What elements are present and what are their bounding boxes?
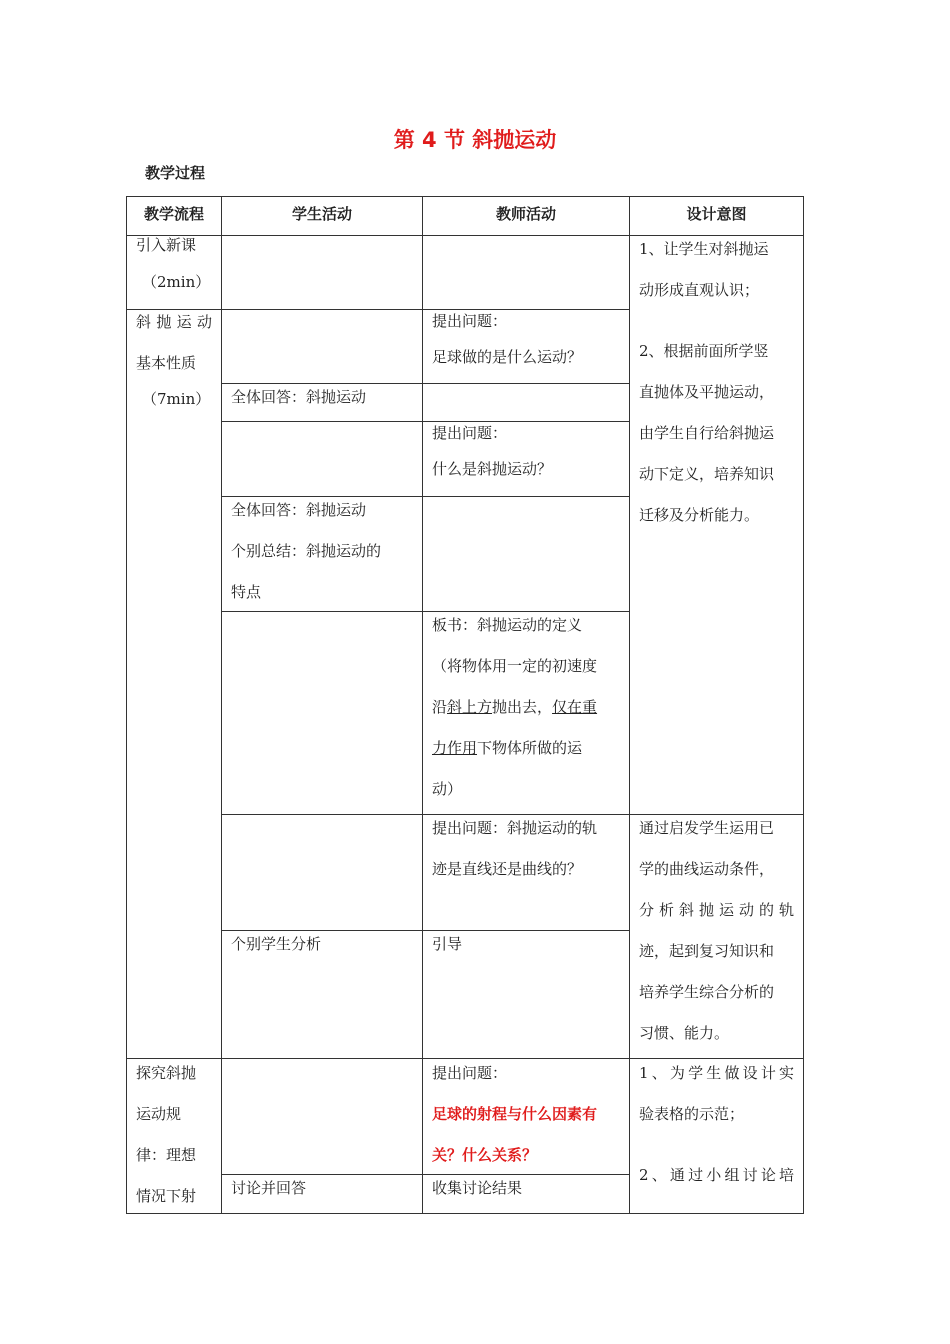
student-analysis: 个别学生分析 — [231, 935, 322, 953]
section-heading: 教学过程 — [145, 164, 206, 182]
col-divider — [221, 197, 222, 1213]
underlined-term: 仅在重 — [552, 698, 598, 716]
design-intent-1: 1、让学生对斜抛运 动形成直观认识； 2、根据前面所学竖 直抛体及平抛运动， 由学生自行给斜抛运 动下定义，培养知识 迁移及分析能力。 — [639, 240, 775, 524]
teacher-blackboard-definition: 板书：斜抛运动的定义 （将物体用一定的初速度 沿斜上方抛出去，仅在重 力作用下物体所做的运 动） — [432, 616, 598, 798]
teacher-question-1: 提出问题： 足球做的是什么运动？ — [432, 312, 583, 366]
teacher-collect: 收集讨论结果 — [432, 1179, 523, 1197]
teacher-guide: 引导 — [432, 935, 463, 953]
teacher-question-2: 提出问题： 什么是斜抛运动？ — [432, 424, 553, 478]
flow-intro: 引入新课 （2min） — [136, 236, 211, 291]
teacher-question-3: 提出问题：斜抛运动的轨 迹是直线还是曲线的？ — [432, 819, 598, 878]
student-answer-1: 全体回答：斜抛运动 — [231, 388, 367, 406]
student-discuss: 讨论并回答 — [231, 1179, 307, 1197]
header-flow: 教学流程 — [143, 205, 204, 223]
lesson-table — [126, 196, 804, 1214]
flow-basic: 斜抛运动 基本性质 （7min） — [136, 313, 212, 408]
flow-explore: 探究斜抛 运动规 律：理想 情况下射 — [136, 1064, 197, 1205]
teacher-question-4: 提出问题： 足球的射程与什么因素有 关？什么关系？ — [432, 1064, 598, 1164]
design-intent-3: 1、为学生做设计实 验表格的示范； 2、通过小组讨论培 — [639, 1064, 794, 1184]
header-design: 设计意图 — [686, 205, 747, 223]
underlined-term: 斜上方 — [447, 698, 493, 716]
design-intent-2: 通过启发学生运用已 学的曲线运动条件， 分析斜抛运动的轨 迹，起到复习知识和 培养学生综合分析的 习惯、能力。 — [639, 819, 794, 1042]
header-student: 学生活动 — [291, 205, 352, 223]
underlined-term: 力作用 — [432, 739, 478, 757]
header-teacher: 教师活动 — [495, 205, 556, 223]
student-answer-2: 全体回答：斜抛运动 个别总结：斜抛运动的 特点 — [231, 501, 382, 601]
page-title: 第 4 节 斜抛运动 — [393, 128, 557, 152]
